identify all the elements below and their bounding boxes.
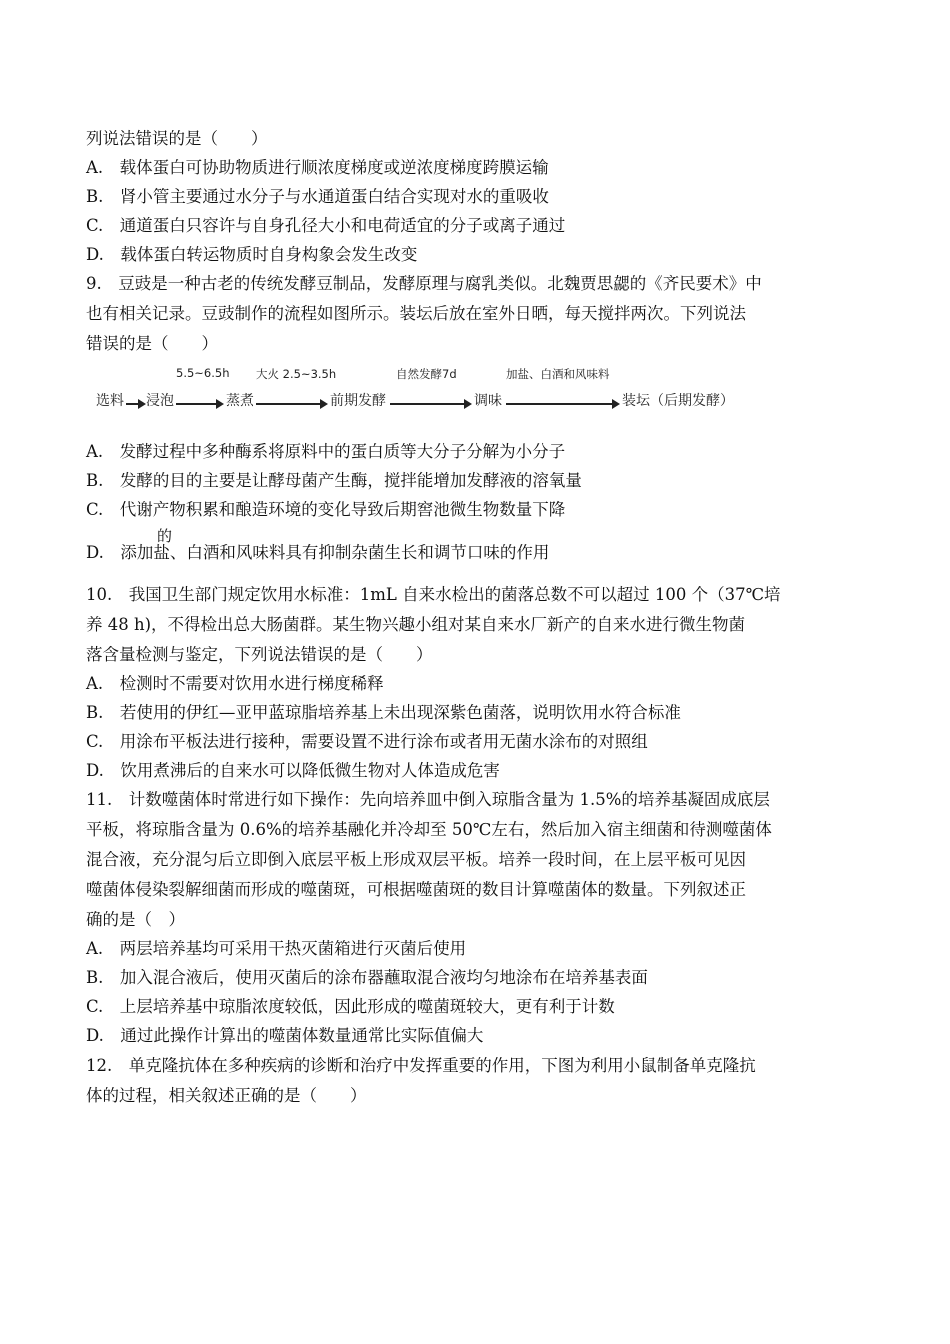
- q10-option-d: D. 饮用煮沸后的自来水可以降低微生物对人体造成危害: [86, 761, 500, 780]
- q8-option-a: A. 载体蛋白可协助物质进行顺浓度梯度或逆浓度梯度跨膜运输: [86, 158, 549, 177]
- flow-node-steam: 蒸煮: [226, 393, 254, 409]
- flow-condition-3: 自然发酵7d: [396, 367, 457, 381]
- douchi-process-flowchart: [96, 362, 734, 418]
- q9-option-d: D. 添加盐、白酒和风味料具有抑制杂菌生长和调节口味的作用: [86, 543, 550, 562]
- q11-stem-line-2: 平板，将琼脂含量为 0.6%的培养基融化并冷却至 50℃左右，然后加入宿主细菌和待测噬菌体: [86, 820, 772, 839]
- flow-node-soak: 浸泡: [146, 393, 174, 409]
- flow-condition-2: 大火 2.5~3.5h: [256, 367, 337, 381]
- q10-stem-line-1: 10. 我国卫生部门规定饮用水标准：1mL 自来水检出的菌落总数不可以超过 100 个（37℃培: [86, 585, 781, 604]
- q11-stem-line-5: 确的是（ ）: [86, 910, 185, 929]
- q10-stem-line-3: 落含量检测与鉴定，下列说法错误的是（ ）: [86, 645, 433, 664]
- flow-arrow-5: [506, 403, 618, 405]
- q11-option-b: B. 加入混合液后，使用灭菌后的涂布器蘸取混合液均匀地涂布在培养基表面: [86, 968, 648, 987]
- q10-option-c: C. 用涂布平板法进行接种，需要设置不进行涂布或者用无菌水涂布的对照组: [86, 732, 648, 751]
- flow-arrow-3: [256, 403, 326, 405]
- flow-condition-1: 5.5~6.5h: [176, 366, 230, 380]
- q8-stem-end: 列说法错误的是（ ）: [86, 129, 268, 148]
- q9-option-c: C. 代谢产物积累和酿造环境的变化导致后期窖池微生物数量下降: [86, 500, 566, 519]
- flow-node-season: 调味: [474, 393, 502, 409]
- q9-stem-line-3: 错误的是（ ）: [86, 334, 218, 353]
- flow-arrow-4: [390, 403, 470, 405]
- q11-option-a: A. 两层培养基均可采用干热灭菌箱进行灭菌后使用: [86, 939, 467, 958]
- q9-option-b: B. 发酵的目的主要是让酵母菌产生酶，搅拌能增加发酵液的溶氧量: [86, 471, 582, 490]
- q12-stem-line-1: 12. 单克隆抗体在多种疾病的诊断和治疗中发挥重要的作用，下图为利用小鼠制备单克隆抗: [86, 1056, 756, 1075]
- q12-stem-line-2: 体的过程，相关叙述正确的是（ ）: [86, 1086, 367, 1105]
- q9-option-d-superscript: 的: [157, 527, 173, 545]
- flow-arrow-1: [126, 403, 144, 405]
- q8-option-b: B. 肾小管主要通过水分子与水通道蛋白结合实现对水的重吸收: [86, 187, 549, 206]
- q9-stem-line-2: 也有相关记录。豆豉制作的流程如图所示。装坛后放在室外日晒，每天搅拌两次。下列说法: [86, 304, 746, 323]
- q11-stem-line-4: 噬菌体侵染裂解细菌而形成的噬菌斑，可根据噬菌斑的数目计算噬菌体的数量。下列叙述正: [86, 880, 746, 899]
- q9-option-a: A. 发酵过程中多种酶系将原料中的蛋白质等大分子分解为小分子: [86, 442, 566, 461]
- flow-condition-4: 加盐、白酒和风味料: [506, 367, 610, 381]
- q11-option-c: C. 上层培养基中琼脂浓度较低，因此形成的噬菌斑较大，更有利于计数: [86, 997, 615, 1016]
- flow-arrow-2: [176, 403, 222, 405]
- flow-node-jar: 装坛（后期发酵）: [622, 393, 734, 409]
- q9-stem-line-1: 9. 豆豉是一种古老的传统发酵豆制品，发酵原理与腐乳类似。北魏贾思勰的《齐民要术》中: [86, 274, 762, 293]
- q8-option-d: D. 载体蛋白转运物质时自身构象会发生改变: [86, 245, 418, 264]
- q10-option-a: A. 检测时不需要对饮用水进行梯度稀释: [86, 674, 384, 693]
- q11-stem-line-3: 混合液，充分混匀后立即倒入底层平板上形成双层平板。培养一段时间，在上层平板可见因: [86, 850, 746, 869]
- q11-option-d: D. 通过此操作计算出的噬菌体数量通常比实际值偏大: [86, 1026, 484, 1045]
- q11-stem-line-1: 11. 计数噬菌体时常进行如下操作：先向培养皿中倒入琼脂含量为 1.5%的培养基凝固成底层: [86, 790, 770, 809]
- flow-node-early-ferment: 前期发酵: [330, 393, 386, 409]
- q8-option-c: C. 通道蛋白只容许与自身孔径大小和电荷适宜的分子或离子通过: [86, 216, 566, 235]
- flow-node-select: 选料: [96, 393, 124, 409]
- q10-option-b: B. 若使用的伊红—亚甲蓝琼脂培养基上未出现深紫色菌落，说明饮用水符合标准: [86, 703, 681, 722]
- q10-stem-line-2: 养 48 h)，不得检出总大肠菌群。某生物兴趣小组对某自来水厂新产的自来水进行微生物菌: [86, 615, 746, 634]
